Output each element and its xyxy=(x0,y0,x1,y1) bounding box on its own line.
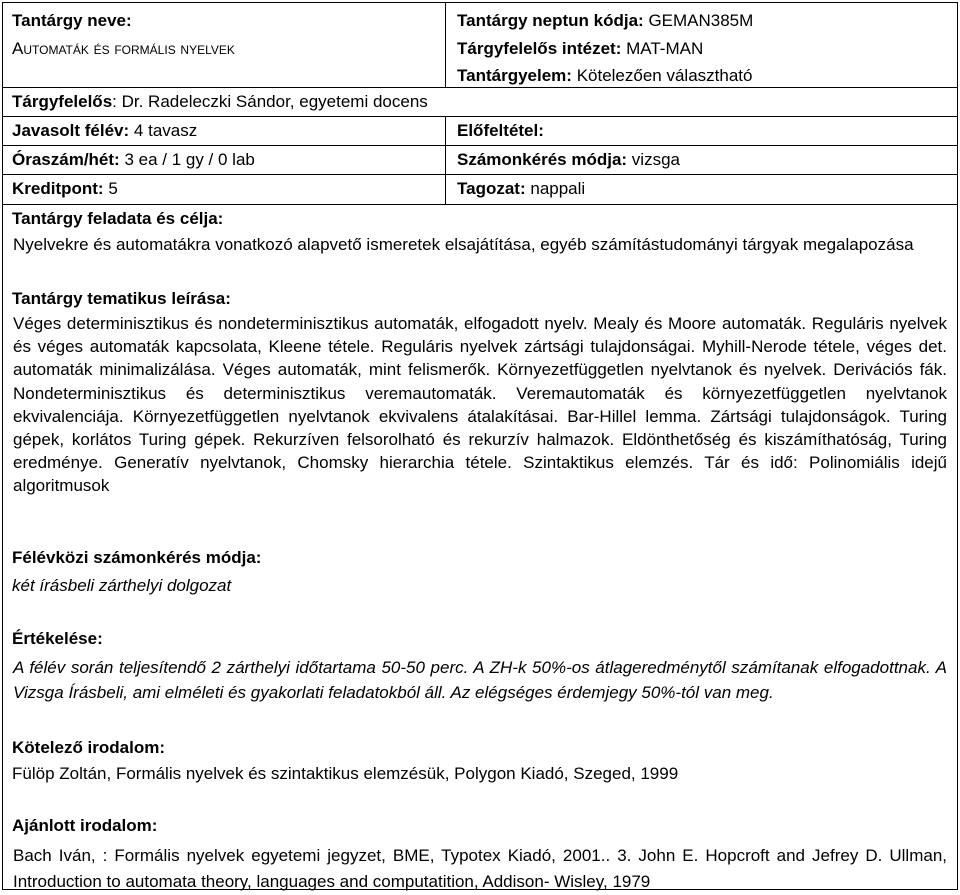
division-label: Tagozat: xyxy=(457,179,526,198)
recommended-lit-heading: Ajánlott irodalom: xyxy=(12,816,158,835)
semester xyxy=(12,120,197,142)
semester-cell xyxy=(3,117,445,145)
credit-cell xyxy=(3,175,445,204)
responsible-row xyxy=(3,87,957,116)
course-datasheet xyxy=(2,2,958,890)
credit xyxy=(12,178,118,200)
course-type xyxy=(457,65,752,87)
neptun-code xyxy=(457,10,753,32)
institute-value: MAT-MAN xyxy=(626,39,704,58)
hours-label: Óraszám/hét: xyxy=(12,150,120,169)
course-name-label: Tantárgy neve: xyxy=(12,11,132,30)
course-name-value: Automaták és formális nyelvek xyxy=(12,39,235,58)
exam-value: vizsga xyxy=(631,150,680,169)
hours xyxy=(12,149,255,171)
midterm-heading: Félévközi számonkérés módja: xyxy=(12,548,262,567)
division-cell xyxy=(445,175,957,204)
institute xyxy=(457,38,703,60)
goal-text: Nyelvekre és automatákra vonatkozó alapvető ismeretek elsajátítása, egyéb számítástudományi tárgyak megalapozása xyxy=(13,235,914,254)
neptun-code-value: GEMAN385M xyxy=(648,11,754,30)
course-type-label: Tantárgyelem: xyxy=(457,66,572,85)
midterm-text: két írásbeli zárthelyi dolgozat xyxy=(12,576,232,595)
semester-row xyxy=(3,116,957,145)
division xyxy=(457,178,585,200)
credit-label: Kreditpont: xyxy=(12,179,104,198)
hours-value: 3 ea / 1 gy / 0 lab xyxy=(124,150,255,169)
neptun-code-label: Tantárgy neptun kódja: xyxy=(457,11,644,30)
credit-row xyxy=(3,174,957,204)
evaluation-heading: Értékelése: xyxy=(12,629,103,648)
prerequisite xyxy=(457,120,544,142)
semester-label: Javasolt félév: xyxy=(12,121,130,140)
responsible-value: : Dr. Radeleczki Sándor, egyetemi docens xyxy=(112,92,428,111)
prerequisite-cell xyxy=(445,117,957,145)
goal-heading: Tantárgy feladata és célja: xyxy=(12,209,224,228)
required-lit-heading: Kötelező irodalom: xyxy=(12,738,166,757)
exam-label: Számonkérés módja: xyxy=(457,150,628,169)
hours-row xyxy=(3,145,957,174)
exam-cell xyxy=(445,146,957,174)
topics-heading: Tantárgy tematikus leírása: xyxy=(12,289,231,308)
institute-label: Tárgyfelelős intézet: xyxy=(457,39,622,58)
recommended-lit-text: Bach Iván, : Formális nyelvek egyetemi jegyzet, BME, Typotex Kiadó, 2001.. 3. John E. Hopcroft and Jefrey D. Ullman, Introduction to automata theory, languages and computatition, Addison- Wisley, 1979 xyxy=(13,846,947,891)
required-lit-text: Fülöp Zoltán, Formális nyelvek és szintaktikus elemzésük, Polygon Kiadó, Szeged, 1999 xyxy=(12,764,679,783)
prerequisite-label: Előfeltétel: xyxy=(457,121,544,140)
topics-text: Véges determinisztikus és nondeterminisztikus automaták, elfogadott nyelv. Mealy és Moore automaták. Reguláris nyelvek és véges automaták kapcsolata, Kleene tétele. Reguláris nyelvek zártsági tulajdonságai. Myhill-Nerode tétele, véges det. automaták minimalizálása. Véges automaták, mint felismerők. Környezetfüggetlen nyelvtanok és nyelvek. Derivációs fák. Nondeterminisztikus és determinisztikus veremautomaták. Veremautomaták és környezetfüggetlen nyelvtanok ekvivalenciája. Környezetfüggetlen nyelvtanok ekvivalens átalakításai. Bar-Hillel lemma. Zártsági tulajdonságok. Turing gépek, korlátos Turing gépek. Rekurzíven felsorolható és rekurzív halmazok. Eldönthetőség és kiszámíthatóság, Turing eredménye. Generatív nyelvtanok, Chomsky hierarchia tétele. Szintaktikus elemzés. Tár és idő: Polinomiális idejű algoritmusok xyxy=(13,314,947,496)
hours-cell xyxy=(3,146,445,174)
semester-value: 4 tavasz xyxy=(133,121,198,140)
course-name-cell xyxy=(3,3,445,87)
exam xyxy=(457,149,680,171)
responsible-label: Tárgyfelelős xyxy=(12,92,113,111)
description-block xyxy=(3,204,957,889)
division-value: nappali xyxy=(530,179,586,198)
responsible xyxy=(12,91,428,113)
credit-value: 5 xyxy=(108,179,118,198)
header-block xyxy=(3,3,957,87)
evaluation-text: A félév során teljesítendő 2 zárthelyi időtartama 50-50 perc. A ZH-k 50%-os átlageredménytől számítanak elfogadottnak. A Vizsga Írásbeli, ami elméleti és gyakorlati feladatokból áll. Az elégséges érdemjegy 50%-tól van meg. xyxy=(13,658,947,702)
course-meta-cell xyxy=(445,3,957,87)
course-type-value: Kötelezően választható xyxy=(576,66,753,85)
